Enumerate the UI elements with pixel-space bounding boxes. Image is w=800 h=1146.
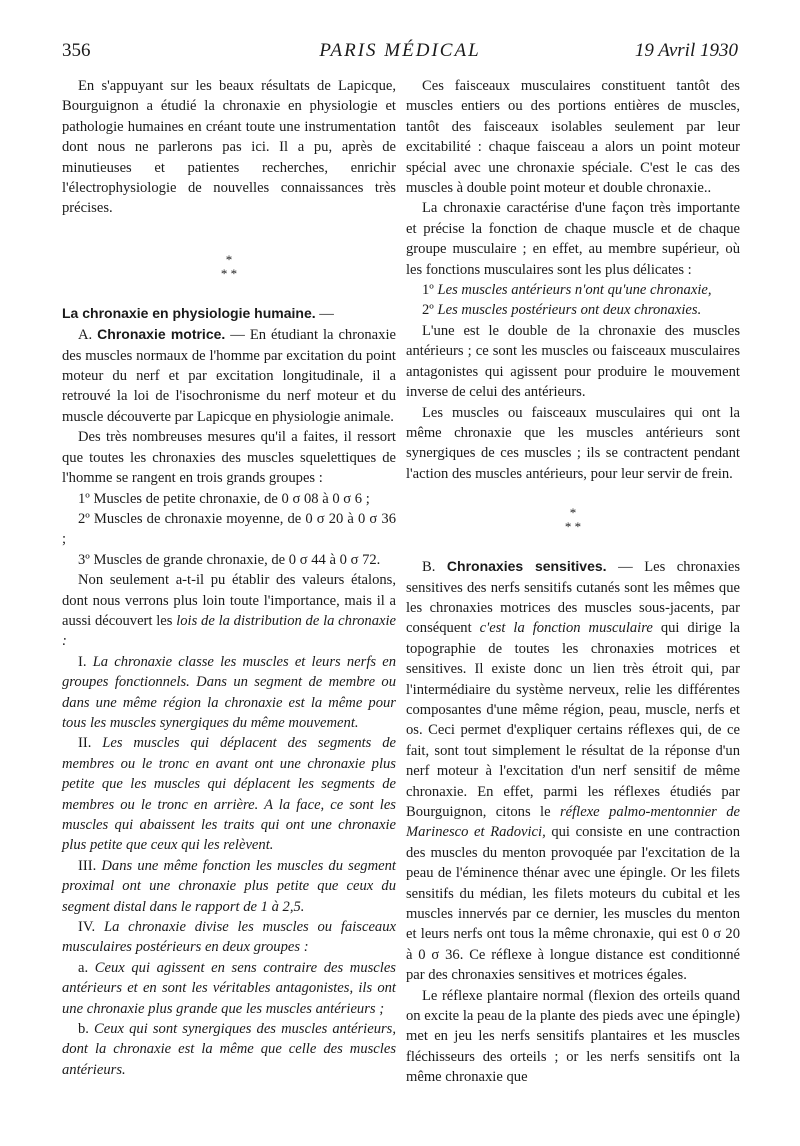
section-separator: * * * <box>220 251 238 281</box>
paragraph: Ces faisceaux musculaires constituent tantôt des muscles entiers ou des portions entières de muscles, tantôt des faisceaux isolables seulement par leur excitabilité : chaque faisceau a alors un point moteur spécial avec une chronaxie spéciale. C'est le cas des muscles à double point moteur et double chronaxie.. <box>406 78 740 197</box>
journal-title: PARIS MÉDICAL <box>319 40 481 61</box>
page-header <box>62 40 738 70</box>
paragraph: Le réflexe plantaire normal (flexion des orteils quand on excite la peau de la plante des pieds avec une épingle) met en jeu les nerfs sensitifs plantaires et les muscles fléchisseurs des orteils ; or les nerfs sensitifs ont la même chronaxie que <box>406 987 740 1086</box>
issue-date: 19 Avril 1930 <box>634 40 738 61</box>
list-item: 3º Muscles de grande chronaxie, de 0 σ 44 à 0 σ 72. <box>78 551 381 568</box>
section-heading: La chronaxie en physiologie humaine. — <box>62 304 334 322</box>
paragraph: Des très nombreuses mesures qu'il a faites, il ressort que toutes les chronaxies des muscles squelettiques de l'homme se rangent en trois grands groupes : <box>62 429 396 487</box>
subsection-b: B. Chronaxies sensitives. — Les chronaxies sensitives des nerfs sensitifs cutanés sont les mêmes que les chronaxies motrices des muscles sous-jacents, par conséquent c'est la fonction musculaire qui dirige la topographie de toutes les chronaxies motrices et sensitives. Il existe donc un lien très étroit qui, par l'intermédiaire du système nerveux, relie les différentes composantes d'une même région, peau, muscle, nerfs et os. Ceci permet d'expliquer certains réflexes qui, de ce fait, sont tout simplement le résultat de la réponse d'un nerf moteur à l'excitation d'un nerf sensitif de même chronaxie. En effet, parmi les réflexes étudiés par Bourguignon, citons le réflexe palmo-mentonnier de Marinesco et Radovici, qui consiste en une contraction des muscles du menton provoquée par l'excitation de la peau de l'éminence thénar avec une épingle. Or les filets sensitifs du médian, les filets moteurs du cubital et les muscles innervés par ce dernier, les muscles du menton et leurs nerfs ont tous la même chronaxie, qui est 0 σ 20 à 0 σ 36. Ce réflexe à longue distance est conditionné par des chronaxies sensitives et motrices égales. <box>406 558 741 984</box>
law-2: II. Les muscles qui déplacent des segments de membres ou le tronc en avant ont une chronaxie plus petite que les muscles qui déplacent les segments de membres ou le tronc en arrière. A la face, ce sont les muscles qui abaissent les traits qui ont une chronaxie plus petite que ceux qui les relèvent. <box>62 735 396 854</box>
section-separator: * * * <box>564 505 582 535</box>
list-item: 1º Les muscles antérieurs n'ont qu'une chronaxie, <box>422 282 712 299</box>
paragraph: L'une est le double de la chronaxie des muscles antérieurs ; ce sont les muscles ou faisceaux musculaires antagonistes qui agissent pour produire le mouvement inverse de celui des antérieurs. <box>406 322 740 401</box>
list-item: 2º Les muscles postérieurs ont deux chronaxies. <box>422 302 702 319</box>
law-4: IV. La chronaxie divise les muscles ou faisceaux musculaires postérieurs en deux groupes : <box>62 919 396 956</box>
law-4a: a. Ceux qui agissent en sens contraire des muscles antérieurs et en sont les véritables antagonistes, ils ont une chronaxie plus grande que les muscles antérieurs ; <box>62 959 396 1017</box>
subsection-a: A. Chronaxie motrice. — En étudiant la chronaxie des muscles normaux de l'homme par excitation du point moteur du nerf et par excitation longitudinale, il a retrouvé la loi de l'isochronisme du nerf moteur et du muscle découverte par Lapicque en physiologie animale. <box>62 326 396 425</box>
right-column <box>406 76 740 1088</box>
paragraph: La chronaxie caractérise d'une façon très importante et précise la fonction de chaque muscle et de chaque groupe musculaire ; en effet, au membre supérieur, où les fonctions musculaires sont les plus délicates : <box>406 200 740 278</box>
list-item: 1º Muscles de petite chronaxie, de 0 σ 08 à 0 σ 6 ; <box>78 490 370 507</box>
paragraph: Non seulement a-t-il pu établir des valeurs étalons, dont nous verrons plus loin toute l'importance, mais il a aussi découvert les lois de la distribution de la chronaxie : <box>62 572 396 650</box>
page-number: 356 <box>62 40 91 61</box>
left-column <box>62 76 396 1080</box>
list-item: 2º Muscles de chronaxie moyenne, de 0 σ 20 à 0 σ 36 ; <box>62 510 396 548</box>
law-3: III. Dans une même fonction les muscles du segment proximal ont une chronaxie plus petite que ceux du segment distal dans le rapport de 1 à 2,5. <box>62 857 396 915</box>
paragraph: Les muscles ou faisceaux musculaires qui ont la même chronaxie que les muscles antérieurs sont synergiques de ces muscles ; ils se contractent pendant l'action des muscles antérieurs, pour leur servir de frein. <box>406 404 740 482</box>
law-1: I. La chronaxie classe les muscles et leurs nerfs en groupes fonctionnels. Dans un segment de membre ou dans une même région la chronaxie est la même pour tous les muscles synergiques du même mouvement. <box>62 653 396 731</box>
law-4b: b. Ceux qui sont synergiques des muscles antérieurs, dont la chronaxie est la même que celle des muscles antérieurs. <box>62 1021 397 1078</box>
paragraph: En s'appuyant sur les beaux résultats de Lapicque, Bourguignon a étudié la chronaxie en physiologie et pathologie humaines en créant toute une instrumentation dont nous ne parlerons pas ici. Il a pu, après de minutieuses et patientes recherches, enrichir l'électrophysiologie de nouvelles connaissances très précises. <box>62 78 396 217</box>
